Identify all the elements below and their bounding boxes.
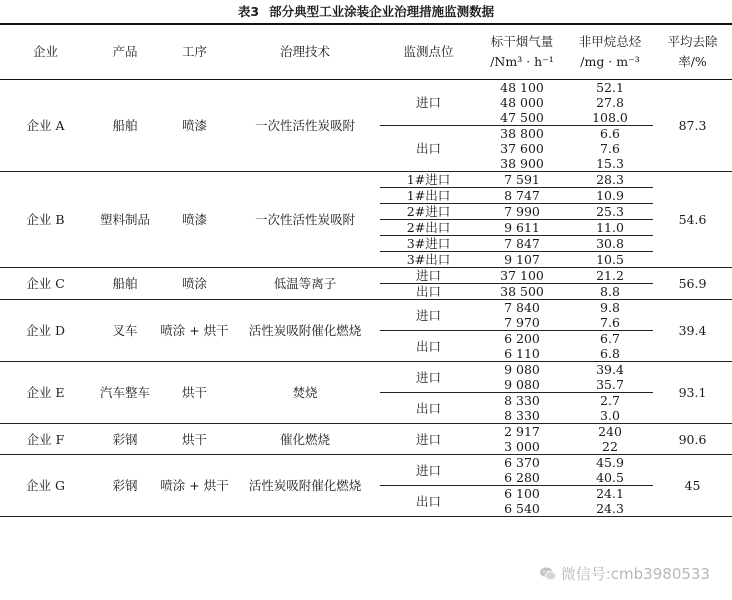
monitoring-point-cell: 进口 [380,455,477,486]
header-monitoring-point: 监测点位 [380,24,477,80]
product-cell: 彩钢 [91,424,159,455]
header-enterprise: 企业 [0,24,91,80]
flow-cell: 7 591 [477,172,567,188]
monitoring-point-cell: 出口 [380,284,477,300]
nmhc-cell: 25.3 [567,204,653,220]
nmhc-cell: 45.9 [596,455,624,470]
flow-cell: 9 080 [477,377,567,393]
watermark-text: 微信号:cmb3980533 [560,565,710,583]
product-cell: 船舶 [91,268,159,300]
flow-cell: 9 611 [477,220,567,236]
flow-cell: 3 000 [477,439,567,455]
process-cell: 喷涂 [159,268,230,300]
table-row [0,424,732,440]
monitoring-point-cell: 进口 [380,80,477,126]
header-nmhc-label: 非甲烷总烃 [578,34,642,49]
watermark [539,563,710,584]
flow-cell: 2 917 [504,424,540,439]
header-process: 工序 [159,24,230,80]
enterprise-cell: 企业 C [0,268,91,300]
nmhc-cell: 8.8 [567,284,653,300]
table-title: 部分典型工业涂装企业治理措施监测数据 [269,4,495,19]
nmhc-cell: 240 [598,424,622,439]
nmhc-cell: 35.7 [567,377,653,393]
nmhc-cell: 10.9 [567,188,653,204]
header-nmhc-unit: /mg · m⁻³ [580,54,640,69]
nmhc-cell: 2.7 [600,393,620,408]
flow-cell: 37 100 [477,268,567,284]
nmhc-cell: 24.3 [567,501,653,517]
header-nmhc [567,24,653,80]
flow-cell: 6 370 [504,455,540,470]
nmhc-cell: 21.2 [567,268,653,284]
nmhc-cell: 30.8 [567,236,653,252]
monitoring-point-cell: 出口 [380,393,477,424]
removal-rate-cell: 39.4 [653,300,732,362]
table-row [0,268,732,284]
flow-cell: 8 330 [504,393,540,408]
technology-cell: 催化燃烧 [230,424,380,455]
flow-cell: 7 970 [477,315,567,331]
process-cell: 烘干 [159,362,230,424]
enterprise-cell: 企业 D [0,300,91,362]
removal-rate-cell: 93.1 [653,362,732,424]
nmhc-cell: 11.0 [567,220,653,236]
product-cell: 叉车 [91,300,159,362]
table-caption [0,2,732,20]
monitoring-point-cell: 出口 [380,331,477,362]
product-cell: 船舶 [91,80,159,172]
nmhc-cell: 7.6 [567,315,653,331]
flow-cell: 8 330 [477,408,567,424]
table-row [0,455,732,471]
product-cell: 汽车整车 [91,362,159,424]
enterprise-cell: 企业 G [0,455,91,517]
monitoring-point-cell: 2#出口 [380,220,477,236]
monitoring-point-cell: 进口 [380,268,477,284]
nmhc-cell: 10.5 [567,252,653,268]
process-cell: 喷涂 + 烘干 [159,300,230,362]
flow-cell: 38 900 [477,156,567,172]
removal-rate-cell: 87.3 [653,80,732,172]
removal-rate-cell: 90.6 [653,424,732,455]
nmhc-cell: 24.1 [596,486,624,501]
table-row [0,300,732,316]
monitoring-point-cell: 出口 [380,126,477,172]
technology-cell: 低温等离子 [230,268,380,300]
flow-cell: 8 747 [477,188,567,204]
table-row [0,362,732,378]
nmhc-cell: 40.5 [567,470,653,486]
technology-cell: 活性炭吸附催化燃烧 [230,300,380,362]
header-flow [477,24,567,80]
header-removal-rate [653,24,732,80]
header-flow-label: 标干烟气量 [490,34,554,49]
flow-cell: 9 107 [477,252,567,268]
nmhc-cell: 9.8 [600,300,620,315]
removal-rate-cell: 54.6 [653,172,732,268]
technology-cell: 一次性活性炭吸附 [230,80,380,172]
flow-cell: 6 280 [477,470,567,486]
monitoring-point-cell: 出口 [380,486,477,517]
header-flow-unit: /Nm³ · h⁻¹ [490,54,554,69]
product-cell: 塑料制品 [91,172,159,268]
table-row [0,172,732,188]
process-cell: 喷涂 + 烘干 [159,455,230,517]
enterprise-cell: 企业 F [0,424,91,455]
nmhc-cell: 15.3 [567,156,653,172]
flow-cell: 48 100 [500,80,544,95]
flow-cell: 37 600 [500,141,544,156]
removal-rate-cell: 45 [653,455,732,517]
header-rate-label: 平均去除 [667,34,718,49]
nmhc-cell: 6.7 [600,331,620,346]
nmhc-cell: 6.8 [567,346,653,362]
monitoring-point-cell: 3#进口 [380,236,477,252]
monitoring-point-cell: 进口 [380,362,477,393]
enterprise-cell: 企业 A [0,80,91,172]
nmhc-cell: 28.3 [567,172,653,188]
flow-cell: 7 847 [477,236,567,252]
monitoring-point-cell: 2#进口 [380,204,477,220]
flow-cell: 48 000 [500,95,544,110]
monitoring-point-cell: 进口 [380,424,477,455]
nmhc-cell: 39.4 [596,362,624,377]
nmhc-cell: 7.6 [600,141,620,156]
table-number: 表3 [237,4,260,19]
wechat-icon [539,566,557,582]
flow-cell: 47 500 [477,110,567,126]
enterprise-cell: 企业 E [0,362,91,424]
removal-rate-cell: 56.9 [653,268,732,300]
monitoring-point-cell: 3#出口 [380,252,477,268]
nmhc-cell: 22 [567,439,653,455]
flow-cell: 7 840 [504,300,540,315]
table-row [0,80,732,96]
enterprise-cell: 企业 B [0,172,91,268]
monitoring-point-cell: 1#出口 [380,188,477,204]
product-cell: 彩钢 [91,455,159,517]
monitoring-point-cell: 1#进口 [380,172,477,188]
header-row [0,24,732,80]
flow-cell: 6 110 [477,346,567,362]
flow-cell: 6 540 [477,501,567,517]
nmhc-cell: 3.0 [567,408,653,424]
technology-cell: 活性炭吸附催化燃烧 [230,455,380,517]
flow-cell: 9 080 [504,362,540,377]
flow-cell: 38 800 [500,126,544,141]
process-cell: 烘干 [159,424,230,455]
flow-cell: 6 100 [504,486,540,501]
technology-cell: 一次性活性炭吸附 [230,172,380,268]
flow-cell: 38 500 [477,284,567,300]
flow-cell: 7 990 [477,204,567,220]
header-product: 产品 [91,24,159,80]
technology-cell: 焚烧 [230,362,380,424]
monitoring-point-cell: 进口 [380,300,477,331]
header-rate-unit: 率/% [678,54,707,69]
header-technology: 治理技术 [230,24,380,80]
nmhc-cell: 108.0 [567,110,653,126]
process-cell: 喷漆 [159,80,230,172]
flow-cell: 6 200 [504,331,540,346]
nmhc-cell: 27.8 [596,95,624,110]
process-cell: 喷漆 [159,172,230,268]
monitoring-data-table [0,23,732,517]
nmhc-cell: 6.6 [600,126,620,141]
nmhc-cell: 52.1 [596,80,624,95]
